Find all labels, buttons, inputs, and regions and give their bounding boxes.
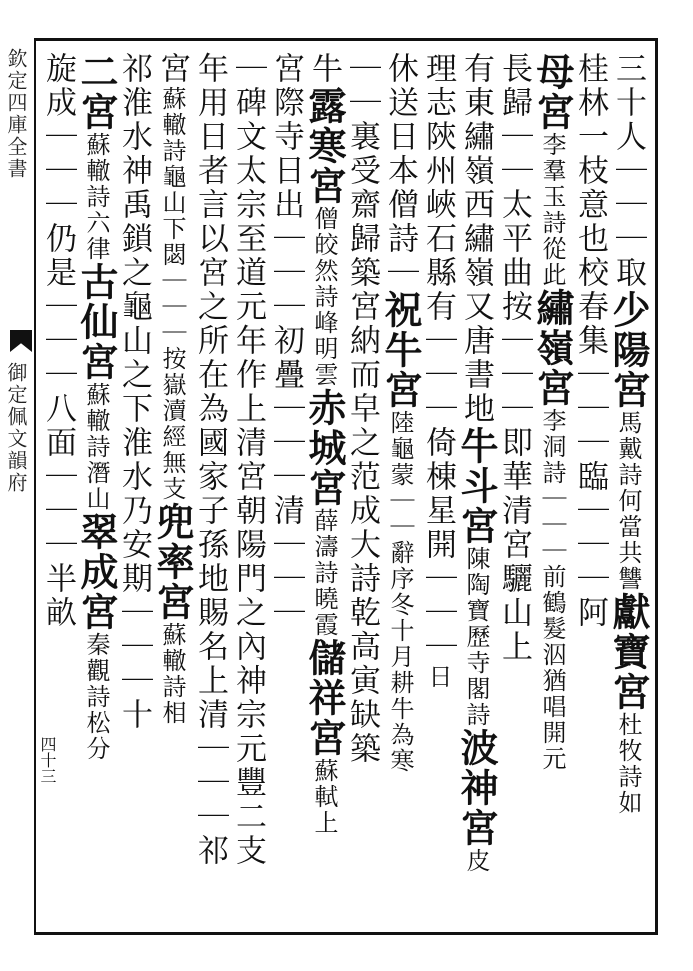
column-divider bbox=[573, 40, 574, 932]
citation-text: 馬戴詩何當共讐 bbox=[614, 410, 642, 592]
citation-text: 陳陶寶歷寺閣詩 bbox=[462, 546, 490, 728]
body-text: 阿 bbox=[572, 596, 608, 630]
body-text: 祁淮水神禹鎖之龜山之下淮水乃安 bbox=[116, 52, 152, 562]
body-text: 期｜｜｜ bbox=[116, 562, 152, 698]
entry-heading: 牛斗宮 bbox=[454, 426, 499, 546]
body-text: 半畝 bbox=[40, 562, 76, 630]
citation-text: 薛濤詩曉霞 bbox=[310, 508, 338, 638]
right-frame-rule bbox=[655, 38, 658, 935]
column-divider bbox=[383, 40, 384, 932]
citation-text: 李洞詩｜｜｜前鶴髮泅猶唱開元 bbox=[538, 408, 566, 772]
column-divider bbox=[307, 40, 308, 932]
fishtail-mark-icon bbox=[10, 330, 32, 352]
text-column bbox=[454, 52, 499, 874]
page-number: 四十三 bbox=[38, 736, 57, 784]
column-divider bbox=[459, 40, 460, 932]
left-frame-rule bbox=[34, 38, 36, 935]
bottom-frame-rule bbox=[34, 932, 658, 935]
entry-heading: 古仙宮 bbox=[74, 262, 119, 382]
citation-text: 蘇轍詩六律 bbox=[82, 132, 110, 262]
body-text: 宮 bbox=[268, 52, 304, 86]
text-column bbox=[530, 52, 575, 772]
body-text: 十 bbox=[116, 698, 152, 732]
body-text: 旋成｜｜｜ bbox=[40, 52, 76, 222]
body-text: 清｜｜｜ bbox=[268, 494, 304, 630]
column-divider bbox=[269, 40, 270, 932]
text-column bbox=[270, 52, 306, 630]
body-text: ｜｜裏受齋歸 bbox=[344, 52, 380, 256]
body-text: 桂林一枝意也 bbox=[572, 52, 608, 256]
text-column bbox=[378, 52, 423, 774]
body-text: 休送日本僧詩｜ bbox=[382, 52, 418, 290]
entry-heading: 赤城宮 bbox=[302, 388, 347, 508]
body-text: 祁 bbox=[192, 834, 228, 868]
entry-heading: 翠成宮 bbox=[74, 512, 119, 632]
top-frame-rule bbox=[34, 38, 658, 41]
column-divider bbox=[193, 40, 194, 932]
text-column bbox=[150, 52, 195, 726]
citation-text: 秦觀詩松分 bbox=[82, 632, 110, 762]
entry-heading: 獻寶宮 bbox=[606, 592, 651, 712]
citation-text: 蘇轍詩相 bbox=[158, 622, 186, 726]
citation-text: 皮 bbox=[462, 848, 490, 874]
body-text: 有東繡嶺西繡嶺又唐書地 bbox=[458, 52, 494, 426]
body-text: 初疊｜｜｜ bbox=[268, 324, 304, 494]
entry-heading: 母宮 bbox=[530, 52, 575, 132]
body-text: 取 bbox=[610, 256, 646, 290]
citation-text: 蘇軾上 bbox=[310, 758, 338, 836]
body-text: ｜碑文太宗至道元年作上清宮朝陽門之內神宗元豐二 bbox=[230, 52, 266, 834]
text-column bbox=[118, 52, 154, 732]
column-divider bbox=[79, 40, 80, 932]
citation-text: 蘇轍詩潛山 bbox=[82, 382, 110, 512]
body-text: 際寺日出｜｜｜ bbox=[268, 86, 304, 324]
body-text: 臨｜｜｜ bbox=[572, 460, 608, 596]
entry-heading: 儲祥宮 bbox=[302, 638, 347, 758]
body-text: 三十人｜｜｜ bbox=[610, 52, 646, 256]
body-text: 宮 bbox=[154, 52, 190, 86]
entry-heading: 祝牛宮 bbox=[378, 290, 423, 410]
body-text: 牛 bbox=[306, 52, 342, 86]
entry-heading: 波神宮 bbox=[454, 728, 499, 848]
text-column bbox=[346, 52, 382, 766]
text-column bbox=[574, 52, 610, 630]
body-text: 支 bbox=[230, 834, 266, 868]
column-divider bbox=[421, 40, 422, 932]
book-title: 欽定四庫全書 bbox=[4, 48, 28, 180]
column-divider bbox=[611, 40, 612, 932]
entry-heading: 露寒宮 bbox=[302, 86, 347, 206]
citation-text: 杜牧詩如 bbox=[614, 712, 642, 816]
citation-text: 李羣玉詩從此 bbox=[538, 132, 566, 288]
body-text: 八面｜｜｜ bbox=[40, 392, 76, 562]
entry-heading: 繡嶺宮 bbox=[530, 288, 575, 408]
text-column bbox=[422, 52, 458, 690]
entry-heading: 二宮 bbox=[74, 52, 119, 132]
body-text: 築宮納而皁之范成大詩乾高寅缺築 bbox=[344, 256, 380, 766]
text-column bbox=[194, 52, 230, 868]
text-column bbox=[232, 52, 268, 868]
column-divider bbox=[117, 40, 118, 932]
body-text: 校春集｜｜｜ bbox=[572, 256, 608, 460]
body-text: 仍是｜｜｜ bbox=[40, 222, 76, 392]
text-column bbox=[302, 52, 347, 836]
citation-text: 蘇轍詩龜山下閟｜｜｜按嶽瀆經無支 bbox=[158, 86, 186, 502]
body-text: 倚棟星開｜｜｜ bbox=[420, 426, 456, 664]
text-column bbox=[606, 52, 651, 816]
text-column bbox=[74, 52, 119, 762]
spine-margin bbox=[0, 40, 34, 932]
column-divider bbox=[535, 40, 536, 932]
entry-heading: 兜率宮 bbox=[150, 502, 195, 622]
text-column bbox=[42, 52, 78, 630]
citation-text: 僧皎然詩峰明雲 bbox=[310, 206, 338, 388]
section-title: 御定佩文韻府 bbox=[4, 362, 28, 494]
body-text: 太平曲按｜｜｜即華清宮驪山上 bbox=[496, 188, 532, 664]
body-text: 年用日者言以宮之所在為國家子孫地賜名上清｜｜｜ bbox=[192, 52, 228, 834]
column-divider bbox=[231, 40, 232, 932]
citation-text: 日 bbox=[424, 664, 452, 690]
entry-heading: 少陽宮 bbox=[606, 290, 651, 410]
column-divider bbox=[155, 40, 156, 932]
citation-text: 陸龜蒙｜｜辭序冬十月耕牛為寒 bbox=[386, 410, 414, 774]
column-divider bbox=[41, 40, 42, 932]
body-text: 長歸｜｜ bbox=[496, 52, 532, 188]
text-column bbox=[498, 52, 534, 664]
body-text: 理志陝州峽石縣有｜｜｜ bbox=[420, 52, 456, 426]
